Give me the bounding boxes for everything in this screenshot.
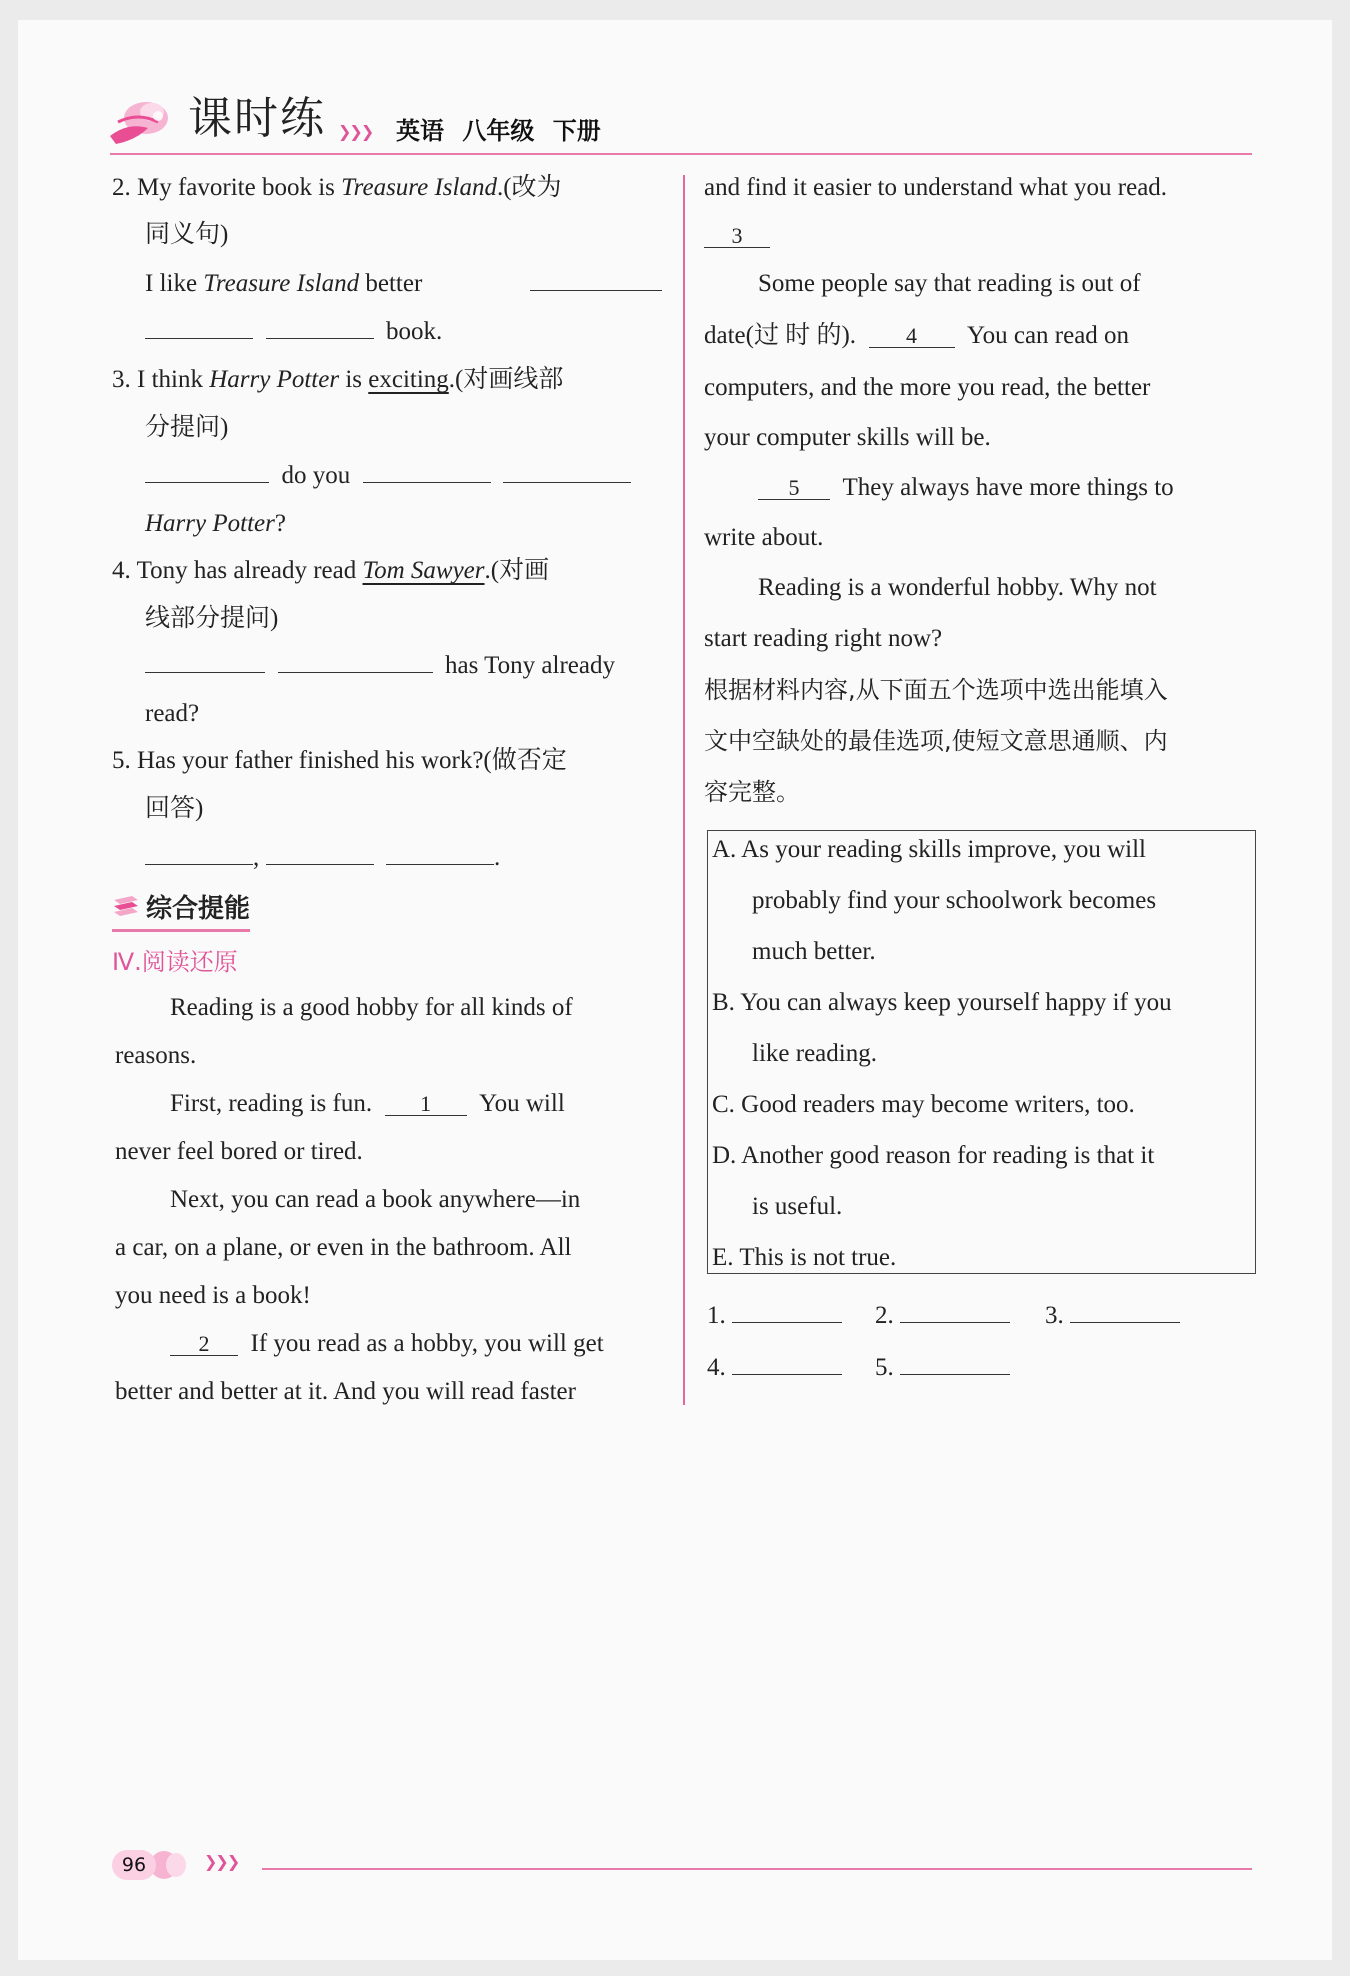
question-3-line-4: Harry Potter?: [145, 510, 286, 537]
passage-line: date(过 时 的). 4 You can read on: [704, 322, 1130, 349]
header-subtitle: 英语 八年级 下册: [396, 117, 601, 145]
question-5-line-3: , .: [145, 840, 500, 876]
answer-row: 5.: [875, 1350, 1010, 1386]
option-b: like reading.: [752, 1040, 877, 1067]
answer-blank[interactable]: [145, 649, 265, 673]
page-number-tab-icon: [150, 1850, 194, 1880]
question-4-line-2: 线部分提问): [145, 605, 279, 632]
passage-line: start reading right now?: [704, 625, 943, 652]
passage-line: Some people say that reading is out of: [758, 270, 1141, 297]
question-2-line-3: I like Treasure Island better: [145, 270, 423, 297]
answer-row: 2.: [875, 1298, 1010, 1334]
passage-line: Reading is a good hobby for all kinds of: [170, 994, 573, 1021]
answer-blank[interactable]: [266, 841, 374, 865]
question-2-line-4: book.: [145, 314, 442, 350]
header-chevrons-icon: ❯❯❯: [338, 122, 373, 141]
column-divider: [683, 175, 685, 1405]
answer-blank[interactable]: [386, 841, 494, 865]
answer-blank[interactable]: [503, 459, 631, 483]
section-heading: 综合提能: [112, 888, 250, 932]
footer-chevrons-icon: ❯❯❯: [204, 1852, 239, 1871]
option-d: is useful.: [752, 1193, 843, 1220]
series-title: 课时练: [188, 93, 326, 144]
answer-row: 3.: [1045, 1298, 1180, 1334]
option-a: A. As your reading skills improve, you will: [712, 836, 1146, 863]
answer-line-4[interactable]: [732, 1351, 842, 1375]
instruction-line: 根据材料内容,从下面五个选项中选出能填入: [704, 676, 1168, 704]
option-c: C. Good readers may become writers, too.: [712, 1091, 1135, 1118]
answer-line-5[interactable]: [900, 1351, 1010, 1375]
page-number: 96: [112, 1850, 156, 1880]
passage-line: 2 If you read as a hobby, you will get: [170, 1326, 604, 1362]
answer-line-1[interactable]: [732, 1299, 842, 1323]
passage-line: First, reading is fun. 1 You will: [170, 1090, 565, 1117]
ribbon-logo-icon: [108, 92, 178, 148]
option-e: E. This is not true.: [712, 1244, 897, 1271]
passage-line: and find it easier to understand what you read.: [704, 174, 1168, 201]
answer-blank-3[interactable]: 3: [704, 224, 770, 248]
passage-line: you need is a book!: [115, 1282, 311, 1309]
question-5-line-2: 回答): [145, 795, 204, 822]
passage-line: never feel bored or tired.: [115, 1138, 363, 1165]
passage-line: your computer skills will be.: [704, 424, 991, 451]
question-2-line-2: 同义句): [145, 221, 229, 248]
answer-row: 1.: [707, 1298, 842, 1334]
option-b: B. You can always keep yourself happy if you: [712, 989, 1172, 1016]
answer-line-2[interactable]: [900, 1299, 1010, 1323]
option-a: much better.: [752, 938, 876, 965]
header-divider: [110, 153, 1252, 155]
answer-blank[interactable]: [145, 315, 253, 339]
page-header: [90, 78, 1250, 158]
answer-blank[interactable]: [530, 266, 662, 302]
passage-line: Reading is a wonderful hobby. Why not: [758, 574, 1157, 601]
part-label: Ⅳ.阅读还原: [112, 948, 238, 976]
passage-line: Next, you can read a book anywhere—in: [170, 1186, 581, 1213]
answer-row: 4.: [707, 1350, 842, 1386]
answer-blank-5[interactable]: 5: [758, 476, 830, 500]
question-3-line-2: 分提问): [145, 414, 229, 441]
answer-line-3[interactable]: [1070, 1299, 1180, 1323]
question-4-line-3: has Tony already: [145, 648, 615, 684]
question-3-line-3: do you: [145, 458, 631, 494]
passage-line: write about.: [704, 524, 824, 551]
option-a: probably find your schoolwork becomes: [752, 887, 1157, 914]
answer-blank[interactable]: [145, 841, 253, 865]
passage-line: 5 They always have more things to: [758, 470, 1174, 506]
passage-line: a car, on a plane, or even in the bathroom. All: [115, 1234, 572, 1261]
footer-divider: [262, 1868, 1252, 1870]
question-3-line-1: 3. I think Harry Potter is exciting.(对画线部: [112, 366, 564, 393]
question-5-line-1: 5. Has your father finished his work?(做否定: [112, 747, 567, 774]
passage-line: computers, and the more you read, the better: [704, 374, 1151, 401]
answer-blank[interactable]: [145, 459, 269, 483]
answer-blank[interactable]: [266, 315, 374, 339]
passage-line: reasons.: [115, 1042, 197, 1069]
instruction-line: 容完整。: [704, 778, 800, 806]
question-4-line-4: read?: [145, 700, 200, 727]
answer-blank[interactable]: [278, 649, 433, 673]
answer-blank[interactable]: [363, 459, 491, 483]
answer-blank-1[interactable]: 1: [385, 1092, 467, 1116]
passage-line: better and better at it. And you will read faster: [115, 1378, 576, 1405]
question-4-line-1: 4. Tony has already read Tom Sawyer.(对画: [112, 557, 550, 584]
stacked-books-icon: [112, 894, 140, 918]
option-d: D. Another good reason for reading is that it: [712, 1142, 1155, 1169]
passage-line: [704, 218, 770, 254]
answer-blank-2[interactable]: 2: [170, 1332, 238, 1356]
answer-blank-4[interactable]: 4: [869, 324, 955, 348]
question-2-line-1: 2. My favorite book is Treasure Island.(改为: [112, 174, 562, 201]
instruction-line: 文中空缺处的最佳选项,使短文意思通顺、内: [704, 727, 1168, 755]
